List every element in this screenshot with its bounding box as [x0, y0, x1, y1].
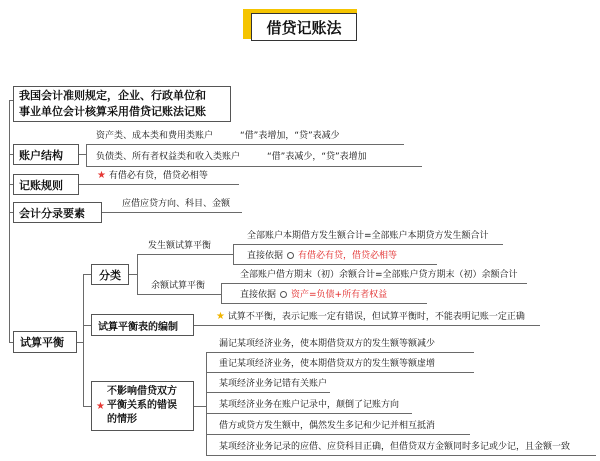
star-icon: ★	[96, 401, 105, 412]
recording-rule-label: 记账规则	[19, 178, 63, 192]
connector	[79, 154, 86, 155]
compilation-node	[91, 314, 194, 336]
circle-icon	[287, 252, 294, 259]
compilation-note-text: 试算不平衡，表示记账一定有错误，但试算平衡时，不能表明记账一定正确	[227, 312, 525, 322]
connector	[86, 144, 87, 166]
recording-rule-text	[97, 170, 208, 182]
connector	[137, 254, 138, 294]
connector	[221, 303, 427, 304]
connector	[194, 406, 206, 407]
errors-line-1: 不影响借贷双方	[107, 386, 177, 397]
connector	[233, 264, 437, 265]
compilation-note	[216, 311, 525, 323]
connector	[83, 406, 91, 407]
error-item-6: 某项经济业务记录的应借、应贷科目正确，但借贷双方金额同时多记或少记，且金额一致	[219, 442, 571, 452]
connector	[206, 372, 474, 373]
entry-elements-text: 应借应贷方向、科目、金额	[122, 199, 231, 209]
connector	[83, 274, 91, 275]
star-icon: ★	[97, 170, 106, 181]
connector	[83, 274, 84, 406]
account-structure-label: 账户结构	[19, 148, 63, 162]
connector	[206, 392, 330, 393]
error-item-5: 借方或贷方发生额中，偶然发生多记和少记并相互抵消	[219, 421, 436, 431]
connector	[221, 283, 527, 284]
trial-balance-label: 试算平衡	[20, 336, 64, 349]
classification-node	[91, 264, 129, 285]
occurrence-basis-label: 直接依据	[247, 251, 284, 261]
connector	[137, 294, 221, 295]
root-node	[13, 86, 231, 122]
trial-balance-node	[13, 331, 77, 353]
account-structure-node	[13, 144, 79, 165]
page-title: 借贷记账法	[251, 13, 357, 41]
error-item-2: 重记某项经济业务，使本期借贷双方的发生额等额虚增	[219, 359, 436, 369]
connector	[129, 274, 137, 275]
root-line-2: 事业单位会计核算采用借贷记账法记账	[19, 105, 206, 118]
connector	[102, 212, 242, 213]
connector	[233, 244, 234, 264]
connector	[206, 455, 596, 456]
balance-formula: 全部账户借方期末（初）余额合计=全部账户贷方期末（初）余额合计	[240, 270, 518, 280]
connector	[83, 325, 91, 326]
connector	[233, 244, 503, 245]
error-item-1: 漏记某项经济业务，使本期借贷双方的发生额等额减少	[219, 339, 436, 349]
connector	[206, 352, 207, 455]
account-structure-item-2: 负债类、所有者权益类和收入类账户 “借”表减少，“贷”表增加	[96, 152, 367, 162]
balance-label: 余额试算平衡	[151, 281, 206, 291]
error-item-3: 某项经济业务记错有关账户	[219, 379, 328, 389]
connector	[206, 352, 474, 353]
balance-basis-label: 直接依据	[240, 290, 277, 300]
entry-elements-label: 会计分录要素	[19, 206, 85, 220]
circle-icon	[280, 291, 287, 298]
connector	[206, 413, 412, 414]
occurrence-formula: 全部账户本期借方发生额合计=全部账户本期贷方发生额合计	[247, 231, 489, 241]
connector	[86, 166, 422, 167]
occurrence-basis-value: 有借必有贷，借贷必相等	[298, 251, 398, 261]
errors-label	[107, 385, 177, 427]
compilation-label: 试算平衡表的编制	[98, 321, 178, 333]
connector	[206, 434, 470, 435]
star-icon: ★	[216, 311, 225, 322]
connector	[221, 283, 222, 303]
trunk-line	[9, 100, 10, 342]
classification-label: 分类	[99, 268, 121, 282]
errors-line-3: 的情形	[107, 414, 137, 425]
entry-elements-node	[13, 202, 102, 223]
occurrence-basis	[247, 251, 397, 262]
connector	[194, 325, 540, 326]
connector	[86, 144, 404, 145]
root-line-1: 我国会计准则规定，企业、行政单位和	[19, 89, 206, 102]
account-structure-item-1: 资产类、成本类和费用类账户 “借”表增加，“贷”表减少	[96, 131, 340, 141]
balance-basis-value: 资产=负债+所有者权益	[291, 290, 388, 300]
error-item-4: 某项经济业务在账户记录中，颠倒了记账方向	[219, 400, 400, 410]
errors-line-2: 平衡关系的错误	[107, 400, 177, 411]
errors-node	[91, 381, 194, 431]
occurrence-label: 发生额试算平衡	[148, 241, 212, 251]
recording-rule-value: 有借必有贷，借贷必相等	[108, 171, 208, 181]
recording-rule-node	[13, 174, 79, 195]
connector	[79, 184, 239, 185]
balance-basis	[240, 290, 387, 301]
connector	[137, 254, 233, 255]
